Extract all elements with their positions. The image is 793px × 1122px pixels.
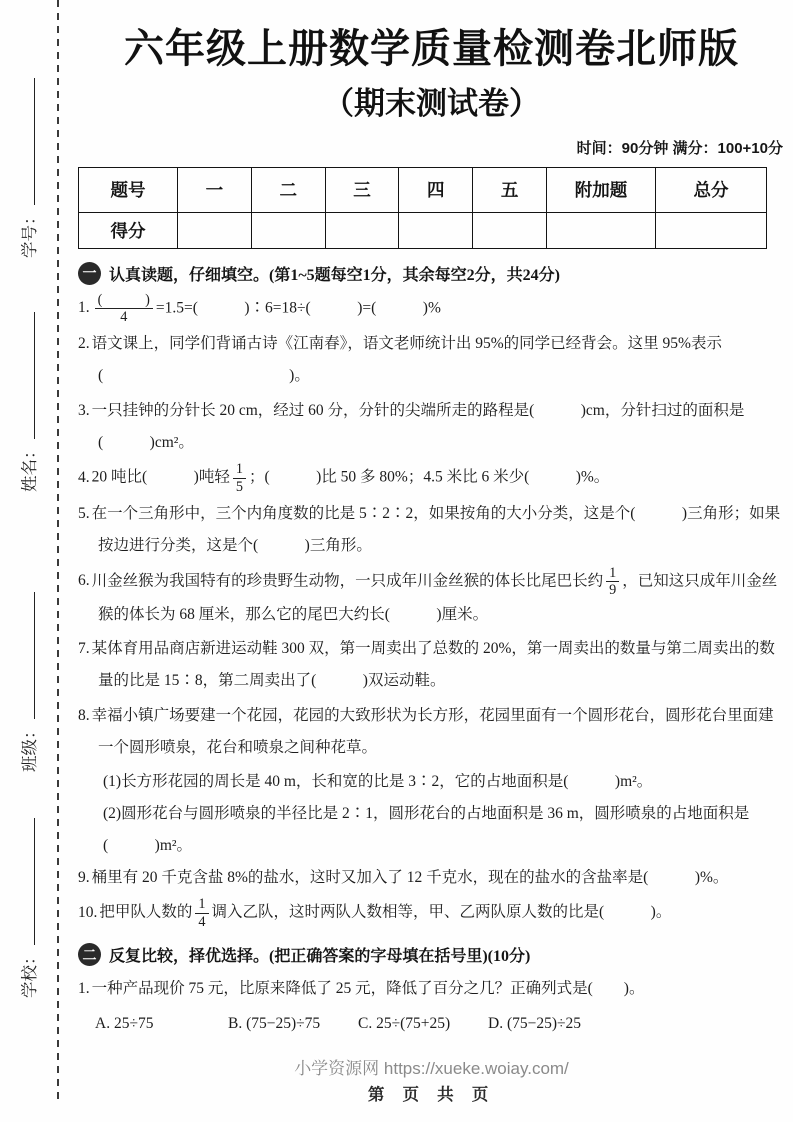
fraction: [233, 461, 246, 495]
exam-meta: 时间：90分钟 满分：100+10分: [576, 139, 783, 157]
question: [78, 565, 785, 631]
student-field-label: 学校：: [20, 948, 39, 998]
student-field: [16, 79, 40, 259]
question-number: 3.: [78, 401, 90, 419]
question-sections: [78, 262, 785, 1040]
sub-question: [78, 766, 785, 798]
question-text: 把甲队人数的: [99, 903, 193, 921]
score-table-score-row: [79, 212, 767, 248]
score-value-cell: [251, 212, 325, 248]
fraction-numerator: ( ): [95, 292, 153, 309]
question-text: 幸福小镇广场要建一个花园，花园的大致形状为长方形，花园里面有一个圆形花台，圆形花台里面建一个圆形喷泉，花台和喷泉之间种花草。: [91, 706, 774, 756]
student-field-blank-line: [18, 79, 36, 206]
page-subtitle: （期末测试卷）: [323, 86, 540, 121]
student-field-blank-line: [18, 313, 36, 440]
score-table-header-cell: 三: [325, 167, 399, 212]
question: [78, 328, 785, 392]
choice-option: B. (75−25)÷75: [228, 1015, 321, 1033]
question-number: 6.: [78, 572, 90, 590]
score-table-header-cell: 五: [473, 167, 547, 212]
page-title: 六年级上册数学质量检测卷北师版: [124, 27, 739, 71]
exam-section: [78, 943, 785, 1040]
score-value-cell: [325, 212, 399, 248]
score-value-cell: [547, 212, 656, 248]
fraction: [195, 896, 208, 930]
footer-source: 小学资源网 https://xueke.woiay.com/: [294, 1058, 569, 1078]
score-table-header-cell: 题号: [79, 167, 178, 212]
question-number: 5.: [78, 505, 90, 523]
student-field: [16, 313, 40, 493]
section-header: [78, 262, 785, 285]
exam-section: [78, 262, 785, 931]
question: [78, 973, 785, 1005]
question-text: =1.5=( )∶6=18÷( )=( )%: [155, 299, 441, 317]
page-footer: [78, 1054, 785, 1105]
question-text: ；( )比 50 多 80%；4.5 米比 6 米少( )%。: [248, 468, 610, 486]
fraction-numerator: 1: [606, 565, 619, 582]
question-text: (1)长方形花园的周长是 40 m，长和宽的比是 3∶2，它的占地面积是( )m²。: [103, 773, 653, 791]
fraction-denominator: 4: [120, 309, 128, 326]
sub-question: [78, 798, 785, 862]
footer-page-number: 第 页 共 页: [367, 1084, 496, 1104]
section-number-badge-icon: 二: [78, 943, 101, 966]
question-text: 某体育用品商店新进运动鞋 300 双，第一周卖出了总数的 20%，第一周卖出的数量与第二周卖出的数量的比是 15∶8，第二周卖出了( )双运动鞋。: [91, 640, 775, 690]
student-field: [16, 819, 40, 999]
question-number: 1.: [78, 980, 90, 998]
score-value-cell: [656, 212, 767, 248]
section-heading: 反复比较，择优选择。(把正确答案的字母填在括号里)(10分): [109, 948, 531, 966]
fraction: [95, 292, 153, 326]
score-table-header-row: [79, 167, 767, 212]
question-number: 2.: [78, 335, 90, 353]
question-text: 20 吨比( )吨轻: [91, 468, 230, 486]
score-table-header-cell: 一: [178, 167, 252, 212]
score-row-label-cell: 得分: [79, 212, 178, 248]
score-table-header-cell: 二: [251, 167, 325, 212]
question: [78, 896, 785, 930]
fraction-denominator: 9: [609, 582, 617, 599]
question-number: 1.: [78, 299, 90, 317]
question: [78, 700, 785, 764]
score-table: [78, 167, 767, 249]
question: [78, 292, 785, 326]
section-number-badge-icon: 一: [78, 262, 101, 285]
score-value-cell: [399, 212, 473, 248]
question-text: 桶里有 20 千克含盐 8%的盐水，这时又加入了 12 千克水，现在的盐水的含盐率是( )%。: [91, 868, 729, 886]
question-text: ，已知这只成年川金丝猴的体长为 68 厘米，那么它的尾巴大约长( )厘米。: [98, 572, 778, 623]
choice-option: D. (75−25)÷25: [488, 1015, 582, 1033]
student-field: [16, 593, 40, 773]
question: [78, 498, 785, 562]
choice-option: A. 25÷75: [95, 1015, 154, 1033]
student-field-label: 学号：: [20, 208, 39, 258]
question-text: 调入乙队，这时两队人数相等，甲、乙两队原人数的比是( )。: [211, 903, 672, 921]
question: [78, 633, 785, 697]
fold-dashed-line: [57, 0, 59, 1102]
student-field-blank-line: [18, 819, 36, 946]
score-table-header-cell: 总分: [656, 167, 767, 212]
question: [78, 862, 785, 894]
score-value-cell: [473, 212, 547, 248]
question-number: 7.: [78, 640, 90, 658]
fraction-denominator: 4: [198, 913, 206, 930]
section-header: [78, 943, 785, 966]
fraction-numerator: 1: [195, 896, 208, 913]
question-number: 9.: [78, 868, 90, 886]
fraction-denominator: 5: [235, 478, 243, 495]
question-text: 一种产品现价 75 元，比原来降低了 25 元，降低了百分之几？正确列式是( )。: [91, 980, 645, 998]
question-text: (2)圆形花台与圆形喷泉的半径比是 2∶1，圆形花台的占地面积是 36 m，圆形喷泉的占地面积是( )m²。: [103, 805, 750, 854]
question-text: 在一个三角形中，三个内角度数的比是 5∶2∶2，如果按角的大小分类，这是个( )三角形；如果按边进行分类，这是个( )三角形。: [91, 505, 781, 555]
fraction-numerator: 1: [233, 461, 246, 478]
question-number: 8.: [78, 706, 90, 724]
score-table-header-cell: 四: [399, 167, 473, 212]
exam-content: [78, 0, 785, 1122]
student-info-sidebar: [0, 0, 56, 1122]
question-text: 川金丝猴为我国特有的珍贵野生动物，一只成年川金丝猴的体长比尾巴长约: [91, 572, 604, 590]
question-number: 4.: [78, 468, 90, 486]
student-field-label: 班级：: [20, 722, 39, 772]
score-value-cell: [178, 212, 252, 248]
student-field-blank-line: [18, 593, 36, 720]
question-text: 一只挂钟的分针长 20 cm，经过 60 分，分针的尖端所走的路程是( )cm，分针扫过的面积是( )cm²。: [91, 401, 745, 451]
question: [78, 461, 785, 495]
choice-option: C. 25÷(75+25): [358, 1015, 451, 1033]
question-number: 10.: [78, 903, 98, 921]
score-table-header-cell: 附加题: [547, 167, 656, 212]
question: [78, 395, 785, 459]
student-field-label: 姓名：: [20, 442, 39, 492]
choice-options-row: [78, 1008, 785, 1040]
section-heading: 认真读题，仔细填空。(第1~5题每空1分，其余每空2分，共24分): [109, 266, 560, 284]
question-text: 语文课上，同学们背诵古诗《江南春》，语文老师统计出 95%的同学已经背会。这里 95%表示( )。: [91, 335, 722, 385]
fraction: [606, 565, 619, 599]
